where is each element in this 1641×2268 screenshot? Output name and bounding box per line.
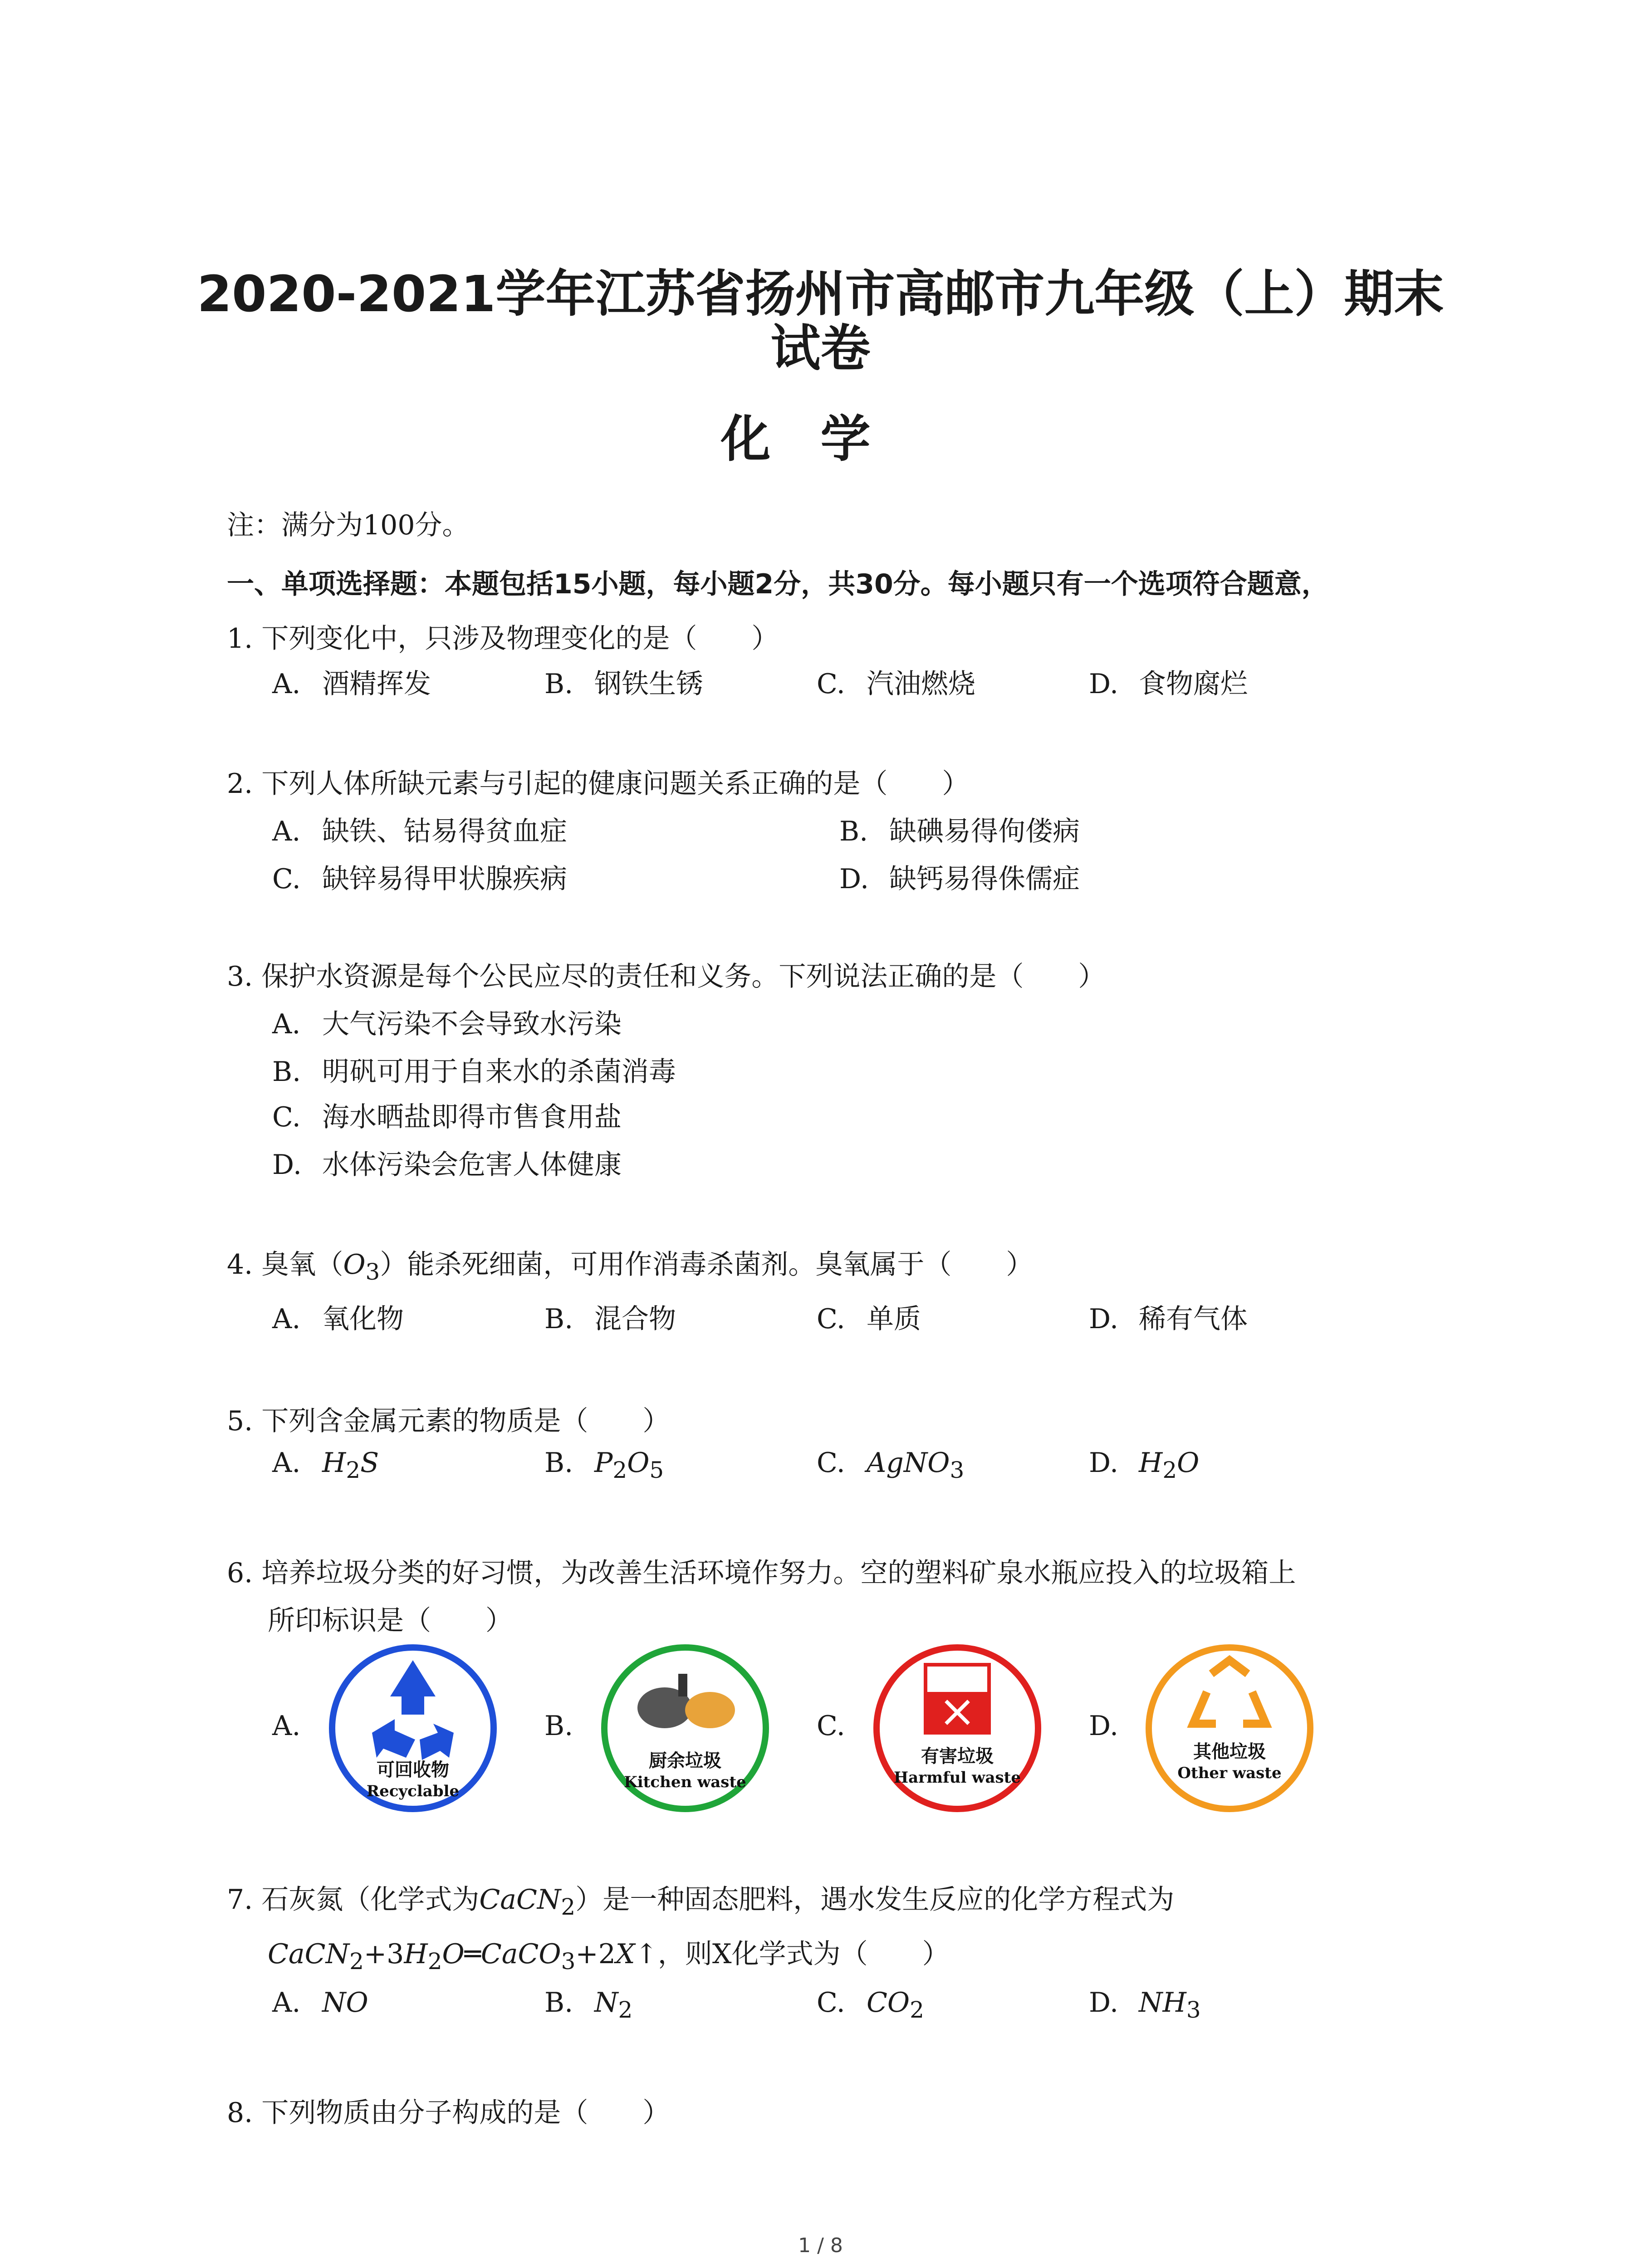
other-waste-en-text: Other waste (1177, 1764, 1282, 1782)
q1-option-d: D. 食物腐烂 (1089, 668, 1248, 700)
kitchen-waste-cn-text: 厨余垃圾 (649, 1750, 721, 1771)
q5-option-a: A. $H_2S$ (272, 1447, 379, 1483)
harmful-waste-cn-text: 有害垃圾 (921, 1746, 994, 1767)
q3-option-b: B. 明矾可用于自来水的杀菌消毒 (272, 1056, 676, 1088)
q3-option-d: D. 水体污染会危害人体健康 (272, 1149, 622, 1181)
other-waste-bin-icon (1143, 1642, 1316, 1814)
recyclable-cn-text: 可回收物 (377, 1760, 449, 1780)
question-4-stem: 4. 臭氧$(O_3)$能杀死细菌，可用作消毒杀菌剂。臭氧属于（ ） (227, 1249, 1034, 1285)
title-line-2: 试卷 (770, 319, 871, 377)
q3-option-a: A. 大气污染不会导致水污染 (272, 1008, 622, 1040)
q7-option-a: A. NO (272, 1987, 368, 2019)
title-line-1: 2020-2021学年江苏省扬州市高邮市九年级（上）期末 (197, 265, 1444, 323)
q4-option-b: B. 混合物 (544, 1303, 676, 1335)
subject-title: 化学 (720, 410, 921, 468)
q2-option-d: D. 缺钙易得侏儒症 (839, 863, 1080, 895)
kitchen-waste-bin-icon (599, 1642, 771, 1814)
q6-option-d-label: D. (1089, 1710, 1119, 1742)
q2-option-b: B. 缺碘易得佝偻病 (839, 816, 1080, 847)
question-3-stem: 3. 保护水资源是每个公民应尽的责任和义务。下列说法正确的是（ ） (227, 961, 1106, 992)
question-7-equation: $CaCN_2+3H_2O═CaCO_3+2X↑$，则X化学式为（ ） (268, 1938, 950, 1975)
q2-option-c: C. 缺锌易得甲状腺疾病 (272, 863, 567, 895)
q5-option-c: C. AgNO$_3$ (817, 1447, 965, 1483)
harmful-waste-en-text: Harmful waste (894, 1769, 1021, 1787)
q4-option-a: A. 氧化物 (272, 1303, 404, 1335)
question-7-stem: 7. 石灰氮（化学式为CaCN$_2$）是一种固态肥料，遇水发生反应的化学方程式为 (227, 1884, 1175, 1920)
section-heading: 一、单项选择题：本题包括15小题，每小题2分，共30分。每小题只有一个选项符合题意， (227, 568, 1329, 600)
q2-option-a: A. 缺铁、钴易得贫血症 (272, 816, 567, 847)
other-waste-cn-text: 其他垃圾 (1193, 1741, 1266, 1762)
question-6-stem-2: 所印标识是（ ） (268, 1605, 513, 1637)
q6-option-b-label: B. (544, 1710, 573, 1742)
q4-option-d: D. 稀有气体 (1089, 1303, 1248, 1335)
q6-option-a-label: A. (272, 1710, 301, 1742)
question-5-stem: 5. 下列含金属元素的物质是（ ） (227, 1405, 670, 1437)
kitchen-waste-en-text: Kitchen waste (624, 1773, 746, 1791)
note: 注：满分为100分。 (227, 509, 470, 541)
q5-option-b: B. $P_2O_5$ (544, 1447, 664, 1483)
recyclable-en-text: Recyclable (366, 1782, 460, 1800)
q6-option-c-label: C. (817, 1710, 845, 1742)
q1-option-c: C. 汽油燃烧 (817, 668, 975, 700)
q3-option-c: C. 海水晒盐即得市售食用盐 (272, 1101, 622, 1133)
question-2-stem: 2. 下列人体所缺元素与引起的健康问题关系正确的是（ ） (227, 768, 970, 800)
q1-option-b: B. 钢铁生锈 (544, 668, 703, 700)
recyclable-bin-icon (327, 1642, 499, 1814)
q7-option-c: C. $CO_2$ (817, 1987, 924, 2023)
harmful-waste-bin-icon (871, 1642, 1043, 1814)
question-6-stem-1: 6. 培养垃圾分类的好习惯，为改善生活环境作努力。空的塑料矿泉水瓶应投入的垃圾箱上 (227, 1557, 1296, 1589)
question-8-stem: 8. 下列物质由分子构成的是（ ） (227, 2097, 670, 2129)
q7-option-b: B. $N_2$ (544, 1987, 633, 2023)
q7-option-d: D. $NH_3$ (1089, 1987, 1201, 2023)
question-1-stem: 1. 下列变化中，只涉及物理变化的是（ ） (227, 623, 779, 655)
q1-option-a: A. 酒精挥发 (272, 668, 431, 700)
q5-option-d: D. $H_2O$ (1089, 1447, 1200, 1483)
q4-option-c: C. 单质 (817, 1303, 921, 1335)
page-number: 1 / 8 (798, 2234, 843, 2257)
